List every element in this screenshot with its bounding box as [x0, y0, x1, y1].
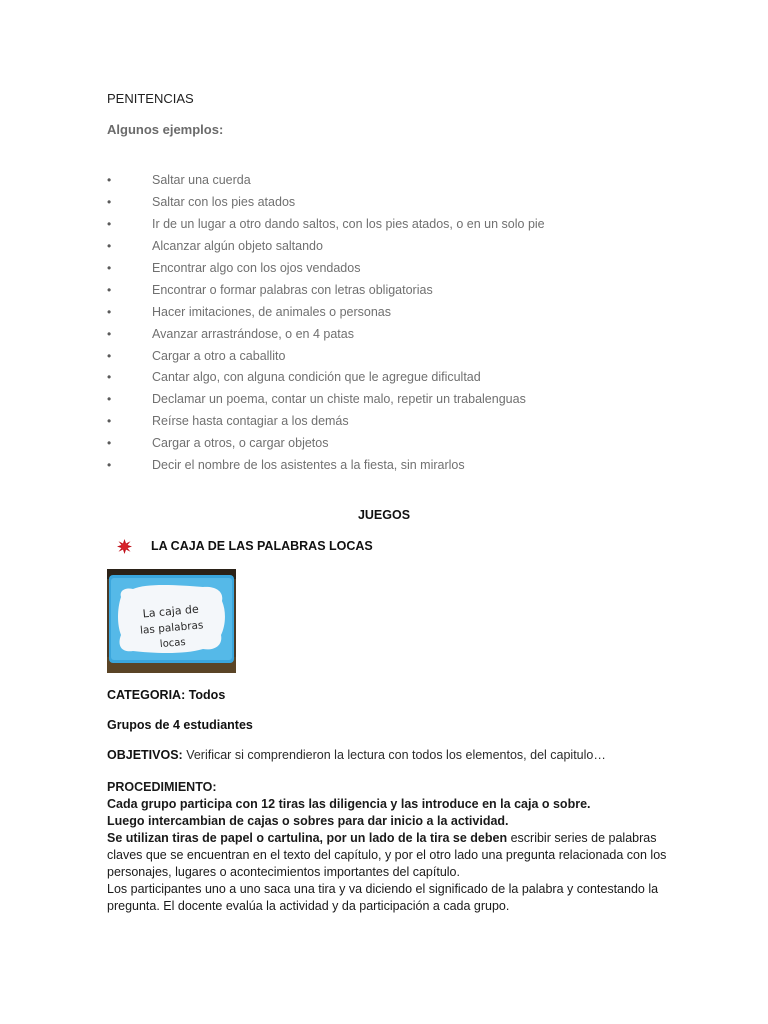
section-title-penitencias: PENITENCIAS	[107, 91, 194, 106]
list-item	[107, 173, 667, 195]
bullet-icon: •	[107, 304, 112, 319]
bullet-icon: •	[107, 436, 112, 451]
bullet-icon: •	[107, 392, 112, 407]
list-item	[107, 458, 667, 480]
photo-text-line3: locas	[159, 636, 187, 651]
list-item	[107, 414, 667, 436]
procedimiento-line-5: personajes, lugares o acontecimientos importantes del capítulo.	[107, 865, 460, 879]
game-box-photo	[107, 569, 236, 673]
procedimiento-line-7: pregunta. El docente evalúa la actividad y da participación a cada grupo.	[107, 899, 510, 913]
list-item-text: Reírse hasta contagiar a los demás	[152, 414, 349, 429]
list-item-text: Alcanzar algún objeto saltando	[152, 238, 323, 253]
list-item	[107, 283, 667, 305]
list-item	[107, 239, 667, 261]
photo-text-line2: las palabras	[139, 619, 204, 637]
game-title: LA CAJA DE LAS PALABRAS LOCAS	[151, 539, 373, 553]
list-item-text: Encontrar o formar palabras con letras obligatorias	[152, 282, 433, 297]
bullet-icon: •	[107, 260, 112, 275]
categoria-line: CATEGORIA: Todos	[107, 688, 226, 702]
procedimiento-line-6: Los participantes uno a uno saca una tira y va diciendo el significado de la palabra y contestando la	[107, 882, 659, 896]
list-item-text: Decir el nombre de los asistentes a la fiesta, sin mirarlos	[152, 458, 465, 473]
list-item	[107, 217, 667, 239]
procedimiento-line-3	[107, 830, 667, 847]
procedimiento-line-1: Cada grupo participa con 12 tiras las diligencia y las introduce en la caja o sobre.	[107, 797, 591, 811]
bullet-icon: •	[107, 282, 112, 297]
section-title-juegos: JUEGOS	[357, 508, 411, 522]
grupos-line: Grupos de 4 estudiantes	[107, 718, 253, 732]
list-item-text: Encontrar algo con los ojos vendados	[152, 260, 361, 275]
procedimiento-line-2: Luego intercambian de cajas o sobres para dar inicio a la actividad.	[107, 814, 509, 828]
list-item-text: Declamar un poema, contar un chiste malo, repetir un trabalenguas	[152, 392, 526, 407]
photo-text-line1: La caja de	[142, 602, 200, 621]
bullet-icon: •	[107, 458, 112, 473]
list-item	[107, 349, 667, 371]
objetivos-label: OBJETIVOS:	[107, 748, 183, 762]
bullet-icon: •	[107, 370, 112, 385]
procedimiento-line-3-bold: Se utilizan tiras de papel o cartulina, por un lado de la tira se deben	[107, 831, 511, 845]
procedimiento-line-4: claves que se encuentran en el texto del capítulo, y por el otro lado una pregunta relacionada con los	[107, 848, 667, 862]
list-item-text: Cargar a otro a caballito	[152, 348, 286, 363]
list-item-text: Cargar a otros, o cargar objetos	[152, 436, 329, 451]
list-item-text: Ir de un lugar a otro dando saltos, con los pies atados, o en un solo pie	[152, 216, 545, 231]
list-item	[107, 392, 667, 414]
bullet-icon: •	[107, 216, 112, 231]
list-item-text: Saltar una cuerda	[152, 173, 251, 187]
list-item-text: Cantar algo, con alguna condición que le agregue dificultad	[152, 370, 481, 385]
procedimiento-block	[107, 779, 667, 915]
list-item	[107, 261, 667, 283]
list-item	[107, 370, 667, 392]
list-item	[107, 327, 667, 349]
objetivos-line	[107, 748, 606, 762]
red-starburst-icon	[117, 539, 132, 554]
list-item	[107, 436, 667, 458]
penitencias-list	[107, 173, 667, 480]
procedimiento-label: PROCEDIMIENTO:	[107, 780, 217, 794]
game-title-row	[117, 538, 373, 554]
bullet-icon: •	[107, 194, 112, 209]
list-item	[107, 305, 667, 327]
objetivos-text: Verificar si comprendieron la lectura con todos los elementos, del capitulo…	[182, 748, 606, 762]
list-item-text: Avanzar arrastrándose, o en 4 patas	[152, 326, 354, 341]
list-item-text: Saltar con los pies atados	[152, 194, 296, 209]
list-item-text: Hacer imitaciones, de animales o personas	[152, 304, 392, 319]
list-item	[107, 195, 667, 217]
bullet-icon: •	[107, 173, 112, 187]
bullet-icon: •	[107, 238, 112, 253]
bullet-icon: •	[107, 348, 112, 363]
subtitle-examples: Algunos ejemplos:	[107, 122, 224, 137]
procedimiento-line-3-normal: escribir series de palabras	[510, 831, 657, 845]
bullet-icon: •	[107, 414, 112, 429]
bullet-icon: •	[107, 326, 112, 341]
